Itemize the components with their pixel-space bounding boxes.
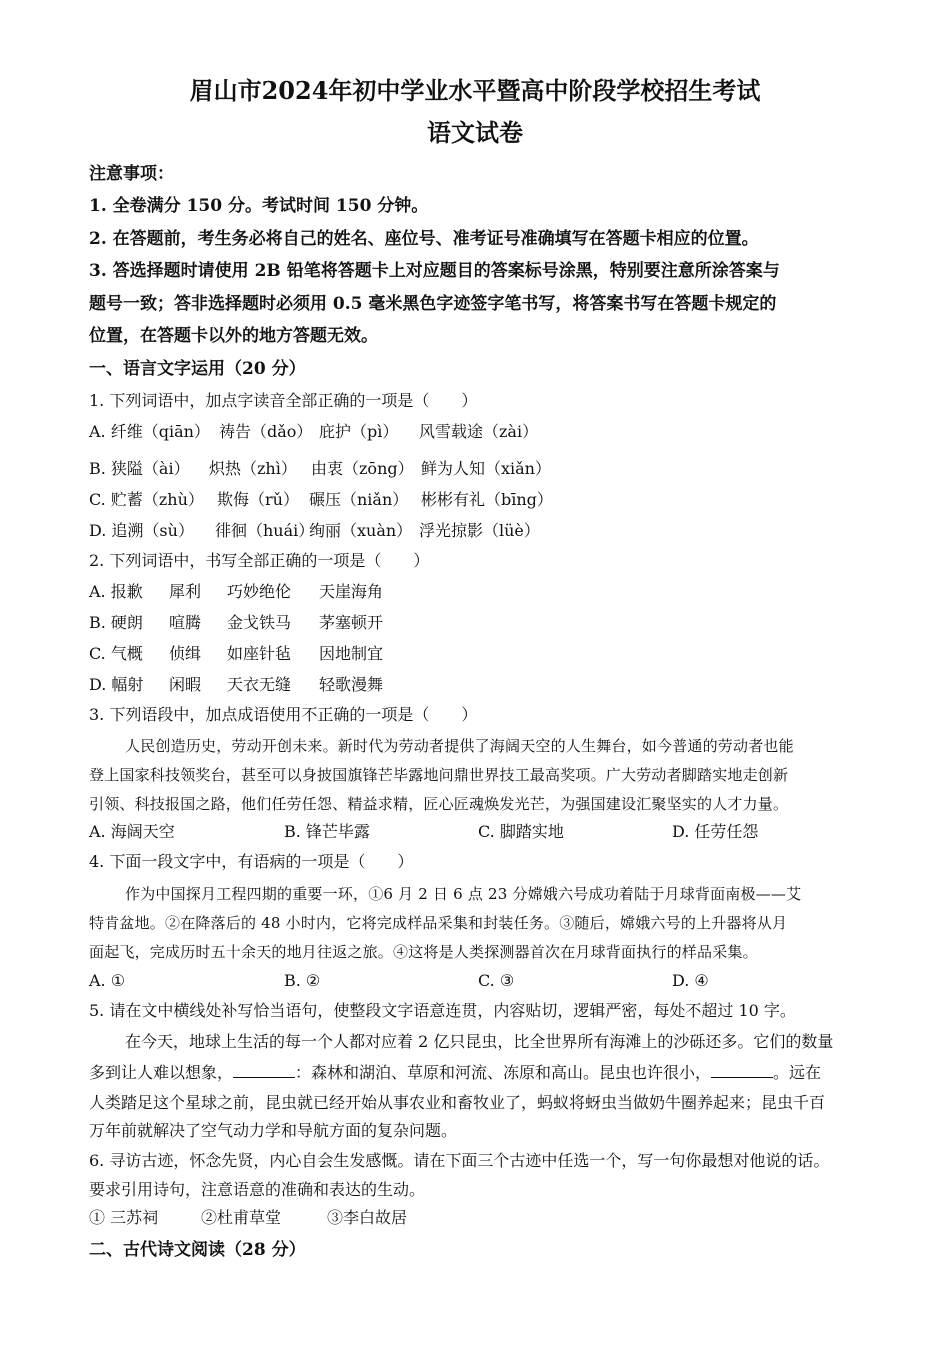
section-1-heading: 一、语言文字运用（20 分） [89,359,306,379]
notes-heading: 注意事项： [89,164,174,184]
q1-option-b: B. 狭隘（ài） 炽热（zhì） 由衷（zōng） 鲜为人知（xiǎn） [89,459,551,478]
note-3-line-2: 题号一致；答非选择题时必须用 0.5 毫米黑色字迹签字笔书写，将答案书写在答题卡规定的 [89,294,777,314]
note-3-line-3: 位置，在答题卡以外的地方答题无效。 [89,326,378,346]
q1-option-a: A. 纤维（qiān） 祷告（dǎo） 庇护（pì） 风雪载途（zài） [89,422,539,441]
q2-option-a: A. 报歉 犀利 巧妙绝伦 天崖海角 [89,582,384,601]
note-2: 2. 在答题前，考生务必将自己的姓名、座位号、准考证号准确填写在答题卡相应的位置。 [89,229,759,249]
q3-option-a: A. 海阔天空 [89,822,175,841]
q3-option-d: D. 任劳任怨 [672,822,759,841]
q3-passage-line-2: 登上国家科技领奖台，甚至可以身披国旗锋芒毕露地问鼎世界技工最高奖项。广大劳动者脚踏实地走创新 [89,766,789,784]
q2-option-d: D. 幅射 闲暇 天衣无缝 轻歌漫舞 [89,675,384,694]
q1-stem: 1. 下列词语中，加点字读音全部正确的一项是（ ） [89,391,478,410]
q4-passage-line-3: 面起飞，完成历时五十余天的地月往返之旅。④这将是人类探测器首次在月球背面执行的样品采集。 [89,943,758,961]
q2-option-b: B. 硬朗 喧腾 金戈铁马 茅塞顿开 [89,613,384,632]
q4-option-b: B. ② [284,971,321,990]
q3-stem: 3. 下列语段中，加点成语使用不正确的一项是（ ） [89,705,478,724]
note-3-line-1: 3. 答选择题时请使用 2B 铅笔将答题卡上对应题目的答案标号涂黑，特别要注意所涂答案与 [89,261,780,281]
q5-passage-line-2: 多到让人难以想象， ：森林和湖泊、草原和河流、冻原和高山。昆虫也许很小， 。远在 [89,1063,822,1082]
q4-stem: 4. 下面一段文字中，有语病的一项是（ ） [89,852,414,871]
q3-option-c: C. 脚踏实地 [478,822,564,841]
q2-stem: 2. 下列词语中，书写全部正确的一项是（ ） [89,551,430,570]
q6-options: ① 三苏祠 ②杜甫草堂 ③李白故居 [89,1208,408,1227]
note-1: 1. 全卷满分 150 分。考试时间 150 分钟。 [89,196,429,216]
section-2-heading: 二、古代诗文阅读（28 分） [89,1240,306,1260]
q5-passage-line-3: 人类踏足这个星球之前，昆虫就已经开始从事农业和畜牧业了，蚂蚁将蚜虫当做奶牛圈养起来；昆虫千百 [89,1093,826,1112]
q1-option-d: D. 追溯（sù） 徘徊（huái）绚丽（xuàn） 浮光掠影（lüè） [89,521,540,540]
q6-stem-line-2: 要求引用诗句，注意语意的准确和表达的生动。 [89,1180,426,1199]
q4-passage-line-1: 作为中国探月工程四期的重要一环，①6 月 2 日 6 点 23 分嫦娥六号成功着陆于月球背面南极——艾 [125,885,802,903]
q4-option-c: C. ③ [478,971,515,990]
exam-subtitle: 语文试卷 [427,118,523,147]
q6-stem-line-1: 6. 寻访古迹，怀念先贤，内心自会生发感慨。请在下面三个古迹中任选一个，写一句你最想对他说的话。 [89,1151,830,1170]
q5-stem: 5. 请在文中横线处补写恰当语句，使整段文字语意连贯，内容贴切，逻辑严密，每处不超过 10 字。 [89,1001,796,1020]
q5-blank-1[interactable] [233,1063,295,1078]
q1-option-c: C. 贮蓄（zhù） 欺侮（rǔ） 碾压（niǎn） 彬彬有礼（bīng） [89,490,553,509]
q3-option-b: B. 锋芒毕露 [284,822,370,841]
q2-option-c: C. 气概 侦缉 如座针毡 因地制宜 [89,644,384,663]
q5-passage-line-4: 万年前就解决了空气动力学和导航方面的复杂问题。 [89,1121,458,1140]
q3-passage-line-3: 引领、科技报国之路，他们任劳任怨、精益求精，匠心匠魂焕发光芒，为强国建设汇聚坚实的人才力量。 [89,795,789,813]
q4-passage-line-2: 特肯盆地。②在降落后的 48 小时内，它将完成样品采集和封装任务。③随后，嫦娥六号的上升器将从月 [89,914,788,932]
q5-blank-2[interactable] [711,1063,773,1078]
q4-option-a: A. ① [89,971,126,990]
exam-title: 眉山市2024年初中学业水平暨高中阶段学校招生考试 [189,76,761,105]
q3-passage-line-1: 人民创造历史，劳动开创未来。新时代为劳动者提供了海阔天空的人生舞台，如今普通的劳动者也能 [125,737,794,755]
q4-option-d: D. ④ [672,971,709,990]
q5-passage-line-1: 在今天，地球上生活的每一个人都对应着 2 亿只昆虫，比全世界所有海滩上的沙砾还多。它们的数量 [125,1032,834,1051]
